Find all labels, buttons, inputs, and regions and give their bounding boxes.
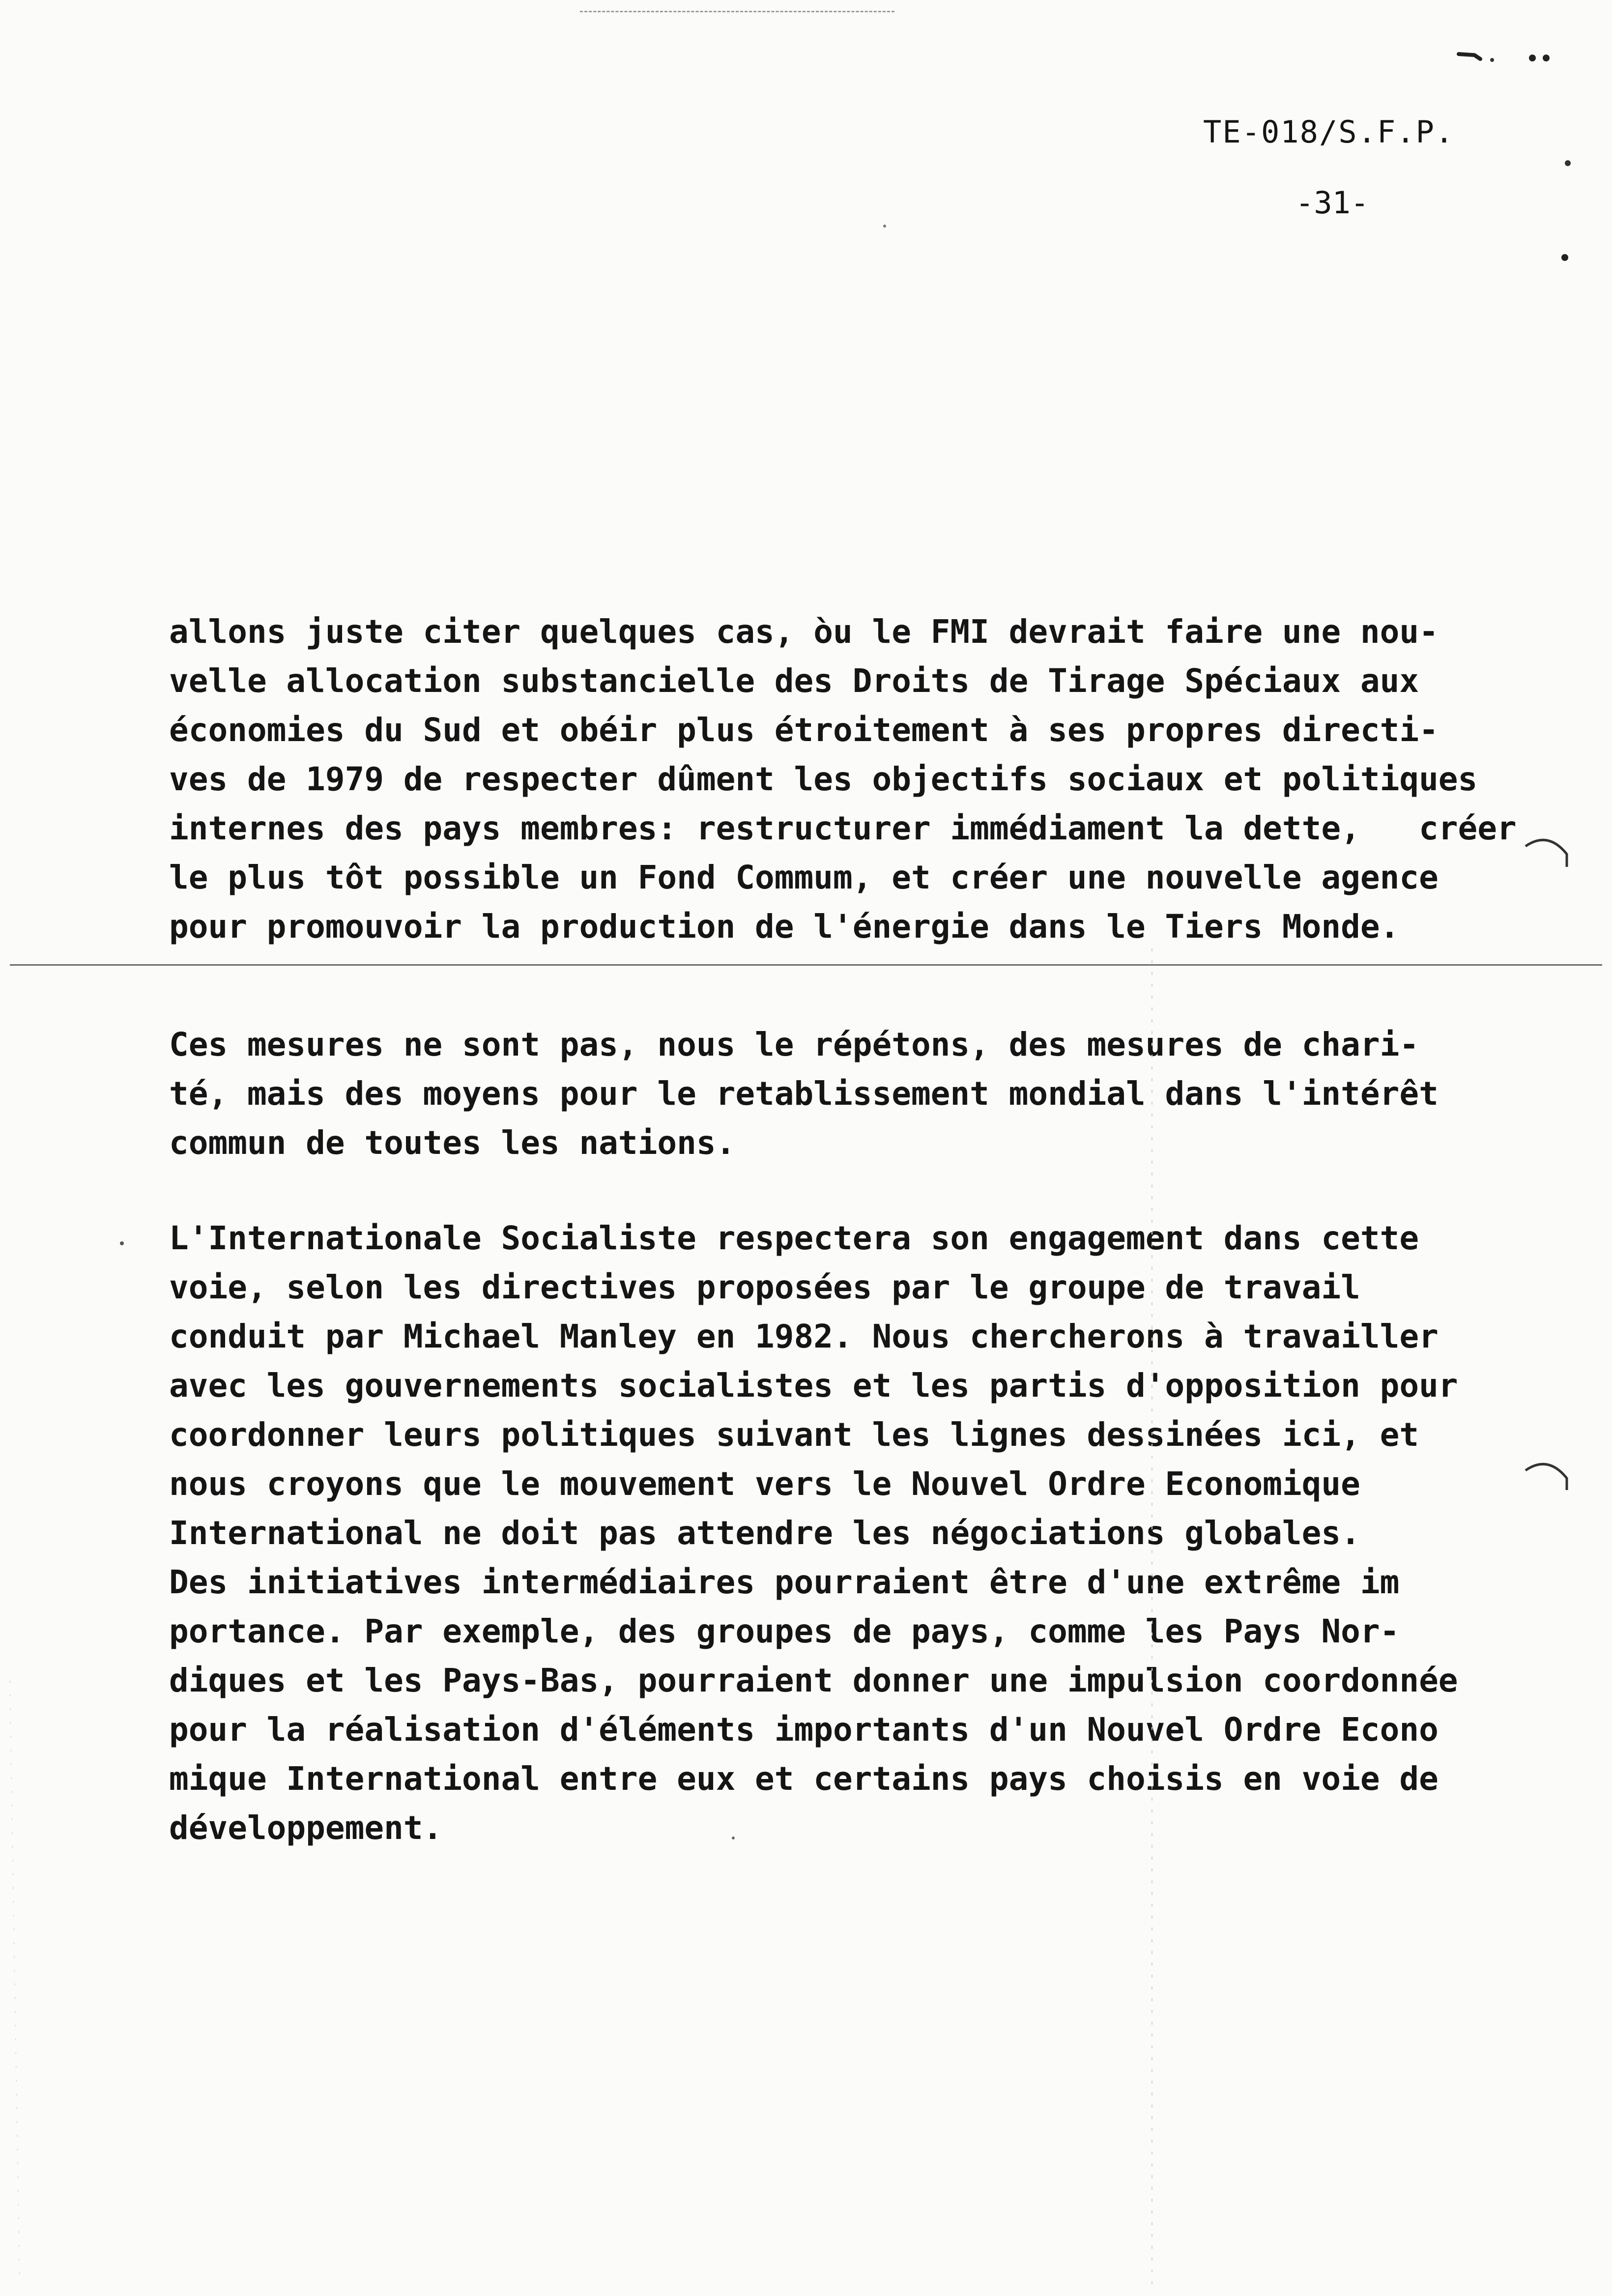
text-line: allons juste citer quelques cas, òu le FMI devrait faire une nou-	[169, 613, 1439, 651]
text-line: économies du Sud et obéir plus étroitement à ses propres directi-	[169, 711, 1439, 749]
text-line: commun de toutes les nations.	[169, 1124, 736, 1162]
paragraph-1	[169, 607, 1517, 951]
text-line: internes des pays membres: restructurer immédiament la dette, créer	[169, 809, 1517, 847]
paste-up-divider-line	[10, 964, 1602, 966]
page-number: -31-	[1295, 185, 1369, 221]
binder-hole-arc	[1526, 1464, 1567, 1490]
text-line: International ne doit pas attendre les négociations globales.	[169, 1514, 1360, 1552]
text-line: Des initiatives intermédiaires pourraient être d'une extrême im	[169, 1563, 1400, 1601]
speck-mark	[1565, 160, 1571, 166]
text-line: Ces mesures ne sont pas, nous le répétons, des mesures de chari-	[169, 1026, 1419, 1063]
document-reference: TE-018/S.F.P.	[1203, 114, 1455, 150]
paragraph-2	[169, 1020, 1496, 1168]
text-line: le plus tôt possible un Fond Commum, et créer une nouvelle agence	[169, 859, 1439, 896]
text-line: pour promouvoir la production de l'énergie dans le Tiers Monde.	[169, 908, 1400, 946]
scan-artifact-top-line	[580, 11, 894, 12]
text-line: développement.	[169, 1809, 443, 1847]
text-line: pour la réalisation d'éléments importants d'un Nouvel Ordre Econo	[169, 1711, 1439, 1749]
text-line: coordonner leurs politiques suivant les lignes dessinées ici, et	[169, 1416, 1419, 1454]
text-line: nous croyons que le mouvement vers le Nouvel Ordre Economique	[169, 1465, 1360, 1503]
text-line: té, mais des moyens pour le retablissement mondial dans l'intérêt	[169, 1075, 1439, 1113]
speck-mark	[883, 225, 886, 228]
fold-line	[10, 1681, 20, 2285]
text-line: mique International entre eux et certains pays choisis en voie de	[169, 1760, 1439, 1798]
text-line: L'Internationale Socialiste respectera son engagement dans cette	[169, 1219, 1419, 1257]
text-line: conduit par Michael Manley en 1982. Nous chercherons à travailler	[169, 1318, 1439, 1355]
speck-mark	[1543, 55, 1550, 61]
text-line: portance. Par exemple, des groupes de pays, comme les Pays Nor-	[169, 1612, 1400, 1650]
speck-mark	[120, 1241, 124, 1245]
text-line: ves de 1979 de respecter dûment les objectifs sociaux et politiques	[169, 760, 1478, 798]
text-line: avec les gouvernements socialistes et les partis d'opposition pour	[169, 1367, 1458, 1405]
text-line: velle allocation substancielle des Droits de Tirage Spéciaux aux	[169, 662, 1419, 700]
speck-mark	[1529, 55, 1536, 61]
paragraph-3	[169, 1214, 1496, 1853]
speck-mark	[1459, 54, 1480, 59]
text-line: diques et les Pays-Bas, pourraient donner une impulsion coordonnée	[169, 1662, 1458, 1699]
speck-mark	[1561, 254, 1568, 261]
speck-mark	[1490, 58, 1494, 62]
binder-hole-arc	[1526, 840, 1567, 867]
text-line: voie, selon les directives proposées par le groupe de travail	[169, 1268, 1360, 1306]
